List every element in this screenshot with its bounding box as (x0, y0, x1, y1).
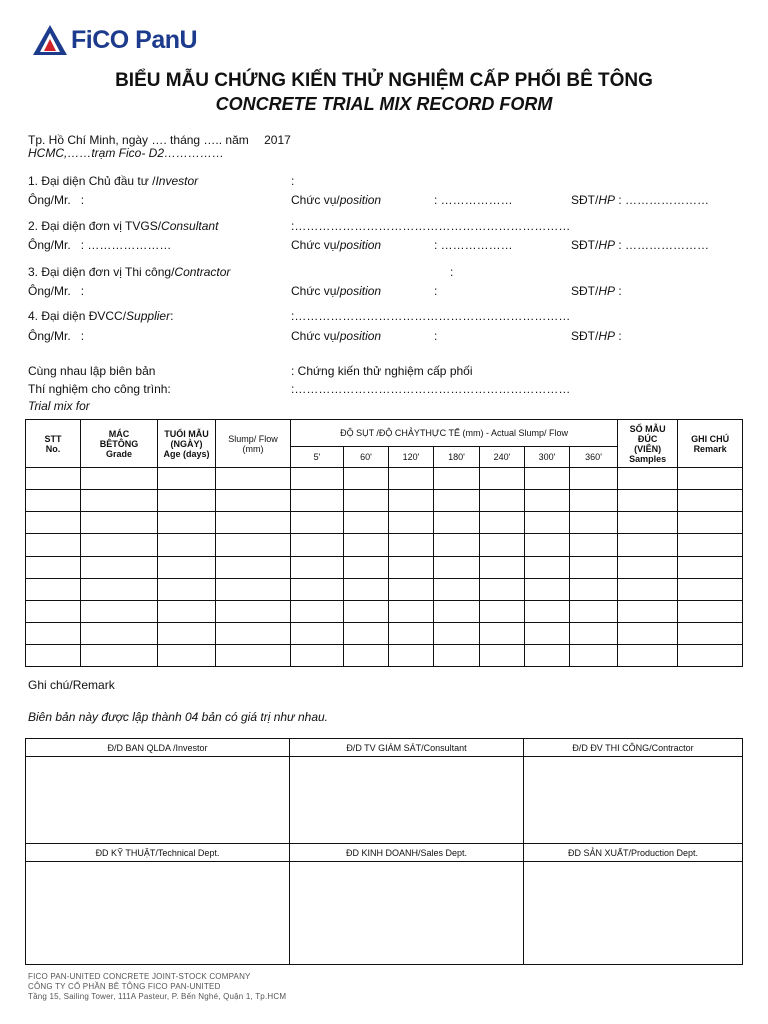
minute-header: 60' (344, 447, 389, 468)
table-cell[interactable] (291, 556, 344, 578)
table-cell[interactable] (525, 622, 570, 644)
table-cell[interactable] (26, 644, 81, 666)
signature-header-contractor: Đ/D ĐV THI CÔNG/Contractor (524, 739, 743, 757)
table-cell[interactable] (480, 644, 525, 666)
table-cell[interactable] (389, 468, 434, 490)
table-cell[interactable] (81, 512, 158, 534)
together-value: : Chứng kiến thử nghiệm cấp phối (291, 364, 473, 378)
signature-header-production: ĐD SẢN XUẤT/Production Dept. (524, 844, 743, 862)
party-title: 4. Đại diện ĐVCC/Supplier: (28, 309, 174, 323)
table-cell[interactable] (389, 578, 434, 600)
table-cell[interactable] (344, 556, 389, 578)
hcmc-line: HCMC,……trạm Fico- D2…………… (28, 146, 225, 160)
party-position-value: : (434, 329, 438, 343)
table-cell[interactable] (26, 578, 81, 600)
table-cell[interactable] (480, 534, 525, 556)
table-cell[interactable] (570, 490, 618, 512)
table-cell[interactable] (216, 468, 291, 490)
party-mr: Ông/Mr. : (28, 193, 85, 207)
minute-header: 360' (570, 447, 618, 468)
table-row (26, 512, 743, 534)
party-title-value: :…………………………………………………………… (291, 219, 571, 233)
table-cell[interactable] (81, 468, 158, 490)
table-cell[interactable] (158, 534, 216, 556)
table-cell[interactable] (434, 600, 480, 622)
signature-box[interactable] (524, 862, 743, 965)
signature-box[interactable] (26, 757, 290, 844)
footer-address: Tầng 15, Sailing Tower, 111A Pasteur, P. Bến Nghé, Quận 1, Tp.HCM (28, 992, 287, 1001)
party-title: 1. Đại diện Chủ đầu tư /Investor (28, 174, 199, 188)
signature-header-investor: Đ/D BAN QLDA /Investor (26, 739, 290, 757)
table-cell[interactable] (389, 622, 434, 644)
table-cell[interactable] (158, 600, 216, 622)
table-cell[interactable] (216, 622, 291, 644)
table-cell[interactable] (216, 534, 291, 556)
signature-box[interactable] (290, 757, 524, 844)
table-cell[interactable] (570, 600, 618, 622)
signature-box[interactable] (290, 862, 524, 965)
table-cell[interactable] (344, 578, 389, 600)
minute-header: 300' (525, 447, 570, 468)
table-cell[interactable] (570, 468, 618, 490)
party-mr: Ông/Mr. : (28, 329, 85, 343)
table-cell[interactable] (570, 512, 618, 534)
table-cell[interactable] (216, 556, 291, 578)
table-cell[interactable] (81, 534, 158, 556)
table-cell[interactable] (434, 490, 480, 512)
col-header-stt: STT No. (26, 420, 81, 468)
table-cell[interactable] (81, 622, 158, 644)
table-cell[interactable] (26, 556, 81, 578)
table-cell[interactable] (158, 644, 216, 666)
table-cell[interactable] (678, 644, 743, 666)
project-label: Thí nghiệm cho công trình: (28, 382, 171, 396)
table-cell[interactable] (291, 512, 344, 534)
table-cell[interactable] (434, 644, 480, 666)
col-header-age: TUỔI MẪU (NGÀY) Age (days) (158, 420, 216, 468)
date-place: Tp. Hồ Chí Minh, ngày …. tháng ….. năm (28, 133, 249, 147)
table-cell[interactable] (389, 490, 434, 512)
table-cell[interactable] (480, 490, 525, 512)
table-cell[interactable] (158, 578, 216, 600)
col-header-samples: SỐ MẪU ĐÚC (VIÊN) Samples (618, 420, 678, 468)
signature-box[interactable] (26, 862, 290, 965)
table-cell[interactable] (570, 534, 618, 556)
table-cell[interactable] (480, 600, 525, 622)
date-year: 2017 (264, 133, 291, 147)
table-cell[interactable] (291, 490, 344, 512)
table-cell[interactable] (344, 644, 389, 666)
party-phone: SĐT/HP : ………………… (571, 193, 710, 207)
col-header-slump: Slump/ Flow (mm) (216, 420, 291, 468)
table-cell[interactable] (291, 578, 344, 600)
table-row (26, 600, 743, 622)
remark-label: Ghi chú/Remark (28, 678, 115, 692)
table-cell[interactable] (618, 490, 678, 512)
col-header-grade: MÁC BÊTÔNG Grade (81, 420, 158, 468)
form-title-en: CONCRETE TRIAL MIX RECORD FORM (215, 94, 553, 114)
table-cell[interactable] (344, 490, 389, 512)
table-cell[interactable] (291, 468, 344, 490)
company-logo (32, 22, 197, 58)
party-title-value: : (291, 174, 295, 188)
trial-mix-for: Trial mix for (28, 399, 90, 413)
signature-header-consultant: Đ/D TV GIÁM SÁT/Consultant (290, 739, 524, 757)
party-position: Chức vụ/position (291, 238, 382, 252)
table-cell[interactable] (344, 600, 389, 622)
table-cell[interactable] (26, 622, 81, 644)
party-position-value: : ……………… (434, 193, 513, 207)
table-cell[interactable] (678, 534, 743, 556)
table-row (26, 468, 743, 490)
logo-text: FiCO PanU (71, 25, 198, 54)
table-cell[interactable] (570, 556, 618, 578)
table-cell[interactable] (525, 490, 570, 512)
table-cell[interactable] (678, 578, 743, 600)
table-cell[interactable] (81, 556, 158, 578)
table-cell[interactable] (158, 468, 216, 490)
table-cell[interactable] (216, 578, 291, 600)
party-mr: Ông/Mr. : ………………… (28, 238, 172, 252)
table-cell[interactable] (216, 644, 291, 666)
table-cell[interactable] (434, 512, 480, 534)
minute-header: 180' (434, 447, 480, 468)
footer-company-vi: CÔNG TY CỔ PHẦN BÊ TÔNG FICO PAN-UNITED (28, 982, 221, 991)
col-header-actual-slump: ĐỘ SỤT /ĐỘ CHẢYTHỰC TẾ (mm) - Actual Slump/ Flow (291, 420, 618, 447)
table-cell[interactable] (618, 534, 678, 556)
table-cell[interactable] (525, 556, 570, 578)
table-cell[interactable] (216, 490, 291, 512)
table-cell[interactable] (344, 622, 389, 644)
table-cell[interactable] (81, 600, 158, 622)
signature-table (25, 738, 743, 965)
table-row (26, 578, 743, 600)
table-cell[interactable] (480, 512, 525, 534)
signature-header-row (26, 844, 743, 862)
table-cell[interactable] (26, 468, 81, 490)
table-cell[interactable] (525, 512, 570, 534)
table-cell[interactable] (525, 600, 570, 622)
table-cell[interactable] (525, 644, 570, 666)
minute-header: 5' (291, 447, 344, 468)
table-cell[interactable] (389, 644, 434, 666)
table-cell[interactable] (344, 512, 389, 534)
signature-header-sales: ĐD KINH DOANH/Sales Dept. (290, 844, 524, 862)
table-row (26, 644, 743, 666)
signature-header-row (26, 739, 743, 757)
logo-mark-icon (32, 24, 68, 56)
table-cell[interactable] (158, 556, 216, 578)
table-cell[interactable] (216, 512, 291, 534)
signature-space-row (26, 862, 743, 965)
together-label: Cùng nhau lập biên bản (28, 364, 156, 378)
trial-mix-table (25, 419, 743, 667)
table-cell[interactable] (158, 490, 216, 512)
table-cell[interactable] (158, 512, 216, 534)
table-body (26, 468, 743, 667)
table-cell[interactable] (570, 622, 618, 644)
table-cell[interactable] (389, 556, 434, 578)
table-cell[interactable] (525, 578, 570, 600)
table-cell[interactable] (678, 556, 743, 578)
party-phone: SĐT/HP : (571, 284, 622, 298)
party-position-value: : ……………… (434, 238, 513, 252)
table-cell[interactable] (26, 512, 81, 534)
table-cell[interactable] (216, 600, 291, 622)
table-cell[interactable] (678, 600, 743, 622)
table-cell[interactable] (434, 534, 480, 556)
table-cell[interactable] (618, 622, 678, 644)
copies-note: Biên bản này được lập thành 04 bản có giá trị như nhau. (28, 710, 329, 724)
table-cell[interactable] (158, 622, 216, 644)
project-value: :…………………………………………………………… (291, 382, 571, 396)
table-cell[interactable] (480, 578, 525, 600)
table-cell[interactable] (434, 578, 480, 600)
party-title-value: : (450, 265, 454, 279)
party-position: Chức vụ/position (291, 284, 382, 298)
table-cell[interactable] (291, 622, 344, 644)
table-row (26, 622, 743, 644)
table-cell[interactable] (389, 534, 434, 556)
col-header-remark: GHI CHÚ Remark (678, 420, 743, 468)
table-row (26, 534, 743, 556)
table-cell[interactable] (618, 556, 678, 578)
table-cell[interactable] (618, 600, 678, 622)
table-cell[interactable] (26, 534, 81, 556)
party-position-value: : (434, 284, 438, 298)
table-cell[interactable] (344, 534, 389, 556)
table-cell[interactable] (81, 644, 158, 666)
table-cell[interactable] (480, 468, 525, 490)
date-line (28, 133, 291, 147)
table-cell[interactable] (678, 468, 743, 490)
table-cell[interactable] (525, 468, 570, 490)
table-cell[interactable] (480, 556, 525, 578)
table-cell[interactable] (389, 512, 434, 534)
footer-company-en: FICO PAN-UNITED CONCRETE JOINT-STOCK COMPANY (28, 972, 251, 981)
minute-header: 240' (480, 447, 525, 468)
party-title: 2. Đại diện đơn vị TVGS/Consultant (28, 219, 219, 233)
table-cell[interactable] (570, 578, 618, 600)
table-cell[interactable] (525, 534, 570, 556)
party-mr: Ông/Mr. : (28, 284, 85, 298)
signature-box[interactable] (524, 757, 743, 844)
table-cell[interactable] (618, 512, 678, 534)
table-cell[interactable] (81, 490, 158, 512)
table-cell[interactable] (618, 468, 678, 490)
table-cell[interactable] (678, 490, 743, 512)
table-cell[interactable] (291, 644, 344, 666)
party-title: 3. Đại diện đơn vị Thi công/Contractor (28, 265, 231, 279)
table-cell[interactable] (570, 644, 618, 666)
table-row (26, 556, 743, 578)
table-cell[interactable] (480, 622, 525, 644)
party-phone: SĐT/HP : ………………… (571, 238, 710, 252)
party-position: Chức vụ/position (291, 329, 382, 343)
table-cell[interactable] (434, 622, 480, 644)
table-cell[interactable] (26, 600, 81, 622)
party-title-value: :…………………………………………………………… (291, 309, 571, 323)
signature-space-row (26, 757, 743, 844)
table-cell[interactable] (291, 534, 344, 556)
minute-header: 120' (389, 447, 434, 468)
table-cell[interactable] (618, 578, 678, 600)
signature-header-technical: ĐD KỸ THUẬT/Technical Dept. (26, 844, 290, 862)
table-row (26, 490, 743, 512)
table-cell[interactable] (434, 468, 480, 490)
table-header-row (26, 420, 743, 447)
table-cell[interactable] (678, 512, 743, 534)
table-cell[interactable] (389, 600, 434, 622)
table-cell[interactable] (678, 622, 743, 644)
table-cell[interactable] (618, 644, 678, 666)
table-cell[interactable] (26, 490, 81, 512)
party-phone: SĐT/HP : (571, 329, 622, 343)
table-cell[interactable] (81, 578, 158, 600)
party-position: Chức vụ/position (291, 193, 382, 207)
table-cell[interactable] (434, 556, 480, 578)
table-cell[interactable] (344, 468, 389, 490)
table-cell[interactable] (291, 600, 344, 622)
form-title-vi: BIỂU MẪU CHỨNG KIẾN THỬ NGHIỆM CẤP PHỐI BÊ TÔNG (115, 70, 653, 91)
